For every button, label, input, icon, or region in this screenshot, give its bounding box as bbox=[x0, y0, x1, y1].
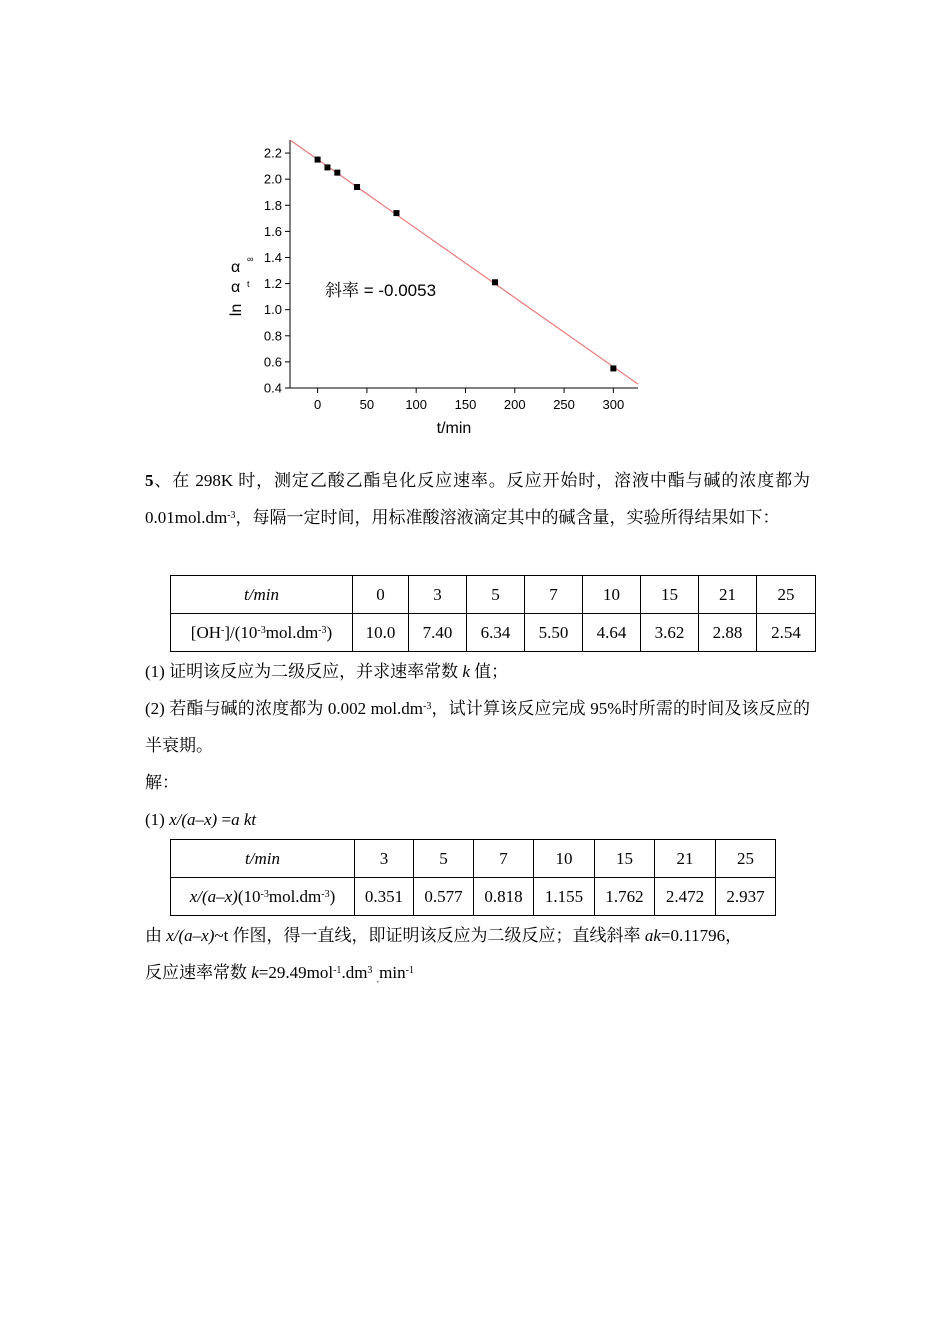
table-cell: 21 bbox=[655, 840, 716, 878]
table-cell: 1.155 bbox=[534, 878, 595, 916]
question-1: (1) 证明该反应为二级反应，并求速率常数 k 值； bbox=[145, 662, 509, 681]
y-tick-label: 0.6 bbox=[263, 354, 282, 370]
table-row bbox=[171, 878, 776, 916]
table-cell: 5 bbox=[467, 576, 525, 614]
table-cell: 3.62 bbox=[641, 614, 699, 652]
y-tick-label: 0.8 bbox=[263, 328, 282, 344]
conclusion: 由 x/(a–x)~t 作图，得一直线，即证明该反应为二级反应；直线斜率 ak=0.11796， 反应速率常数 $k=29.49mol^{-1}.dm^3$ $_.\min^{-1}$ bbox=[145, 926, 743, 986]
table-cell: 0.577 bbox=[414, 878, 474, 916]
chart bbox=[220, 128, 660, 448]
x-tick-label: 150 bbox=[454, 397, 477, 412]
table-cell: 25 bbox=[716, 840, 776, 878]
table-cell: 15 bbox=[595, 840, 655, 878]
table-row bbox=[171, 840, 776, 878]
table-header-cell: $[OH^-]/(10^{-3}mol.dm^{-3})$ bbox=[171, 614, 353, 652]
y-tick-label: 1.0 bbox=[263, 302, 282, 318]
data-point bbox=[334, 170, 340, 176]
table-cell: 5.50 bbox=[525, 614, 583, 652]
table-row bbox=[171, 614, 816, 652]
table-cell: 10.0 bbox=[353, 614, 409, 652]
y-tick-label: 2.2 bbox=[263, 145, 282, 161]
x-tick-label: 50 bbox=[359, 397, 375, 412]
y-label-t-sub: t bbox=[247, 279, 250, 289]
x-tick-label: 0 bbox=[313, 397, 322, 412]
fit-line bbox=[290, 140, 638, 384]
table-cell: 0.351 bbox=[355, 878, 414, 916]
y-tick-label: 2.0 bbox=[263, 171, 282, 187]
data-point bbox=[354, 184, 360, 190]
problem-number: 5 bbox=[145, 471, 154, 490]
table-cell: 2.472 bbox=[655, 878, 716, 916]
table-cell: 1.762 bbox=[595, 878, 655, 916]
slope-annotation: 斜率 = -0.0053 bbox=[325, 281, 437, 300]
question-2: (2) 若酯与碱的浓度都为 0.002 $mol.dm^{-3}$，试计算该反应完成 95%时所需的时间及该反应的半衰期。 bbox=[145, 699, 810, 755]
table-cell: 2.88 bbox=[699, 614, 757, 652]
problem-sup: -3 bbox=[227, 510, 236, 521]
solution-heading: 解： bbox=[145, 773, 179, 792]
table-cell: 21 bbox=[699, 576, 757, 614]
table-cell: 2.54 bbox=[757, 614, 816, 652]
data-point bbox=[393, 210, 399, 216]
regression-line bbox=[290, 140, 638, 384]
table-cell: 7 bbox=[474, 840, 534, 878]
x-ratio-table bbox=[170, 839, 776, 916]
table-cell: 3 bbox=[355, 840, 414, 878]
table-cell: 5 bbox=[414, 840, 474, 878]
table-cell: 10 bbox=[534, 840, 595, 878]
oh-concentration-table bbox=[170, 575, 816, 652]
data-point bbox=[324, 164, 330, 170]
x-tick-label: 100 bbox=[405, 397, 428, 412]
data-points bbox=[315, 157, 617, 372]
data-point bbox=[315, 157, 321, 163]
problem-text-b: ，每隔一定时间，用标准酸溶液滴定其中的碱含量，实验所得结果如下： bbox=[235, 508, 780, 527]
table-cell: 7.40 bbox=[409, 614, 467, 652]
table-cell: 25 bbox=[757, 576, 816, 614]
y-label-ln: ln bbox=[228, 303, 245, 317]
y-label-alpha-t: α bbox=[231, 279, 241, 296]
table-row bbox=[171, 576, 816, 614]
y-tick-label: 1.2 bbox=[263, 276, 282, 292]
table-cell: 2.937 bbox=[716, 878, 776, 916]
x-tick-label: 250 bbox=[553, 397, 575, 412]
chart-axes bbox=[264, 140, 638, 412]
table-cell: 15 bbox=[641, 576, 699, 614]
x-tick-label: 200 bbox=[503, 397, 526, 412]
problem-statement bbox=[145, 462, 810, 536]
table-cell: 3 bbox=[409, 576, 467, 614]
data-point bbox=[610, 365, 616, 371]
y-tick-label: 1.4 bbox=[263, 249, 282, 265]
y-label-inf-sub: ∞ bbox=[247, 254, 254, 264]
table-header-cell: $x/(a-x)(10^{-3}mol.dm^{-3})$ bbox=[171, 878, 355, 916]
rate-equation: (1) x/(a–x) =a kt bbox=[145, 810, 257, 829]
table-header-cell: t/min bbox=[171, 576, 353, 614]
x-tick-label: 300 bbox=[602, 397, 625, 412]
table-cell: 10 bbox=[583, 576, 641, 614]
table-header-cell: t/min bbox=[171, 840, 355, 878]
problem-text-a: 、在 298K 时，测定乙酸乙酯皂化反应速率。反应开始时，溶液中酯与碱的浓度都为 0.01mol.dm bbox=[145, 471, 810, 527]
table-cell: 6.34 bbox=[467, 614, 525, 652]
table-cell: 7 bbox=[525, 576, 583, 614]
table-cell: 0 bbox=[353, 576, 409, 614]
y-tick-label: 0.4 bbox=[263, 380, 282, 396]
table-cell: 0.818 bbox=[474, 878, 534, 916]
x-axis-label: t/min bbox=[436, 420, 472, 437]
data-point bbox=[492, 279, 498, 285]
y-tick-label: 1.8 bbox=[263, 197, 282, 213]
y-tick-label: 1.6 bbox=[263, 223, 282, 239]
y-label-alpha-inf: α bbox=[231, 259, 241, 276]
table-cell: 4.64 bbox=[583, 614, 641, 652]
